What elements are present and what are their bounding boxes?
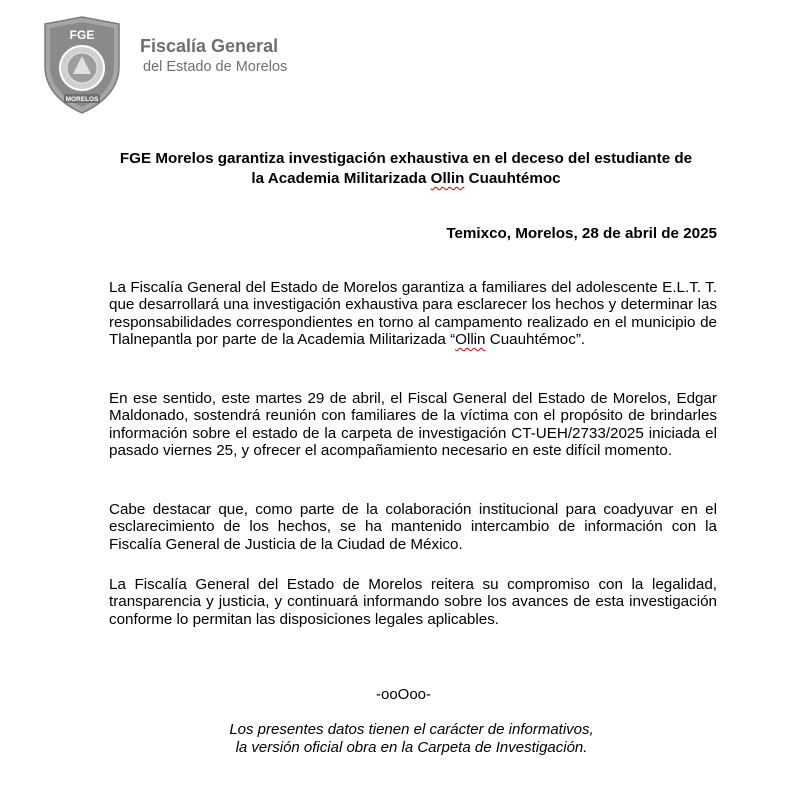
disclaimer-footer (0, 721, 807, 757)
paragraph-3: Cabe destacar que, como parte de la colaboración institucional para coadyuvar en el esclarecimiento de los hechos, se ha mantenido intercambio de información con la Fiscalía General de Justicia de la Ciudad de México. (109, 501, 717, 553)
title-line-1: FGE Morelos garantiza investigación exhaustiva en el deceso del estudiante de (119, 150, 693, 167)
paragraph-2: En ese sentido, este martes 29 de abril, el Fiscal General del Estado de Morelos, Edgar Maldonado, sostendrá reunión con familiares de la víctima con el propósito de brindarles información sobre el estado de la carpeta de investigación CT-UEH/2733/2025 iniciada el pasado viernes 25, y ofrecer el acompañamiento necesario en este difícil momento. (109, 390, 717, 460)
paragraph-1-end: Cuauhtémoc”. (485, 331, 586, 349)
title-line-2-start: la Academia Militarizada (251, 170, 431, 187)
title-line-2-end: Cuauhtémoc (464, 170, 561, 187)
title-line-2 (96, 169, 716, 189)
fge-badge-logo (44, 16, 120, 114)
letterhead (44, 16, 344, 116)
spellcheck-flagged-word: Ollin (455, 331, 486, 349)
separator: -ooOoo- (375, 686, 432, 703)
org-subtitle: del Estado de Morelos (143, 59, 288, 75)
paragraph-1-text: La Fiscalía General del Estado de Morelos garantiza a familiares del adolescente E.L.T. T. que desarrollará una investigación exhaustiva para esclarecer los hechos y determinar las responsabilidades correspondientes en torno al campamento realizado en el municipio de Tlalnepantla por parte de la Academia Militarizada “ (109, 279, 717, 349)
org-name: Fiscalía General (140, 36, 279, 56)
badge-bottom-text: MORELOS (65, 96, 99, 103)
paragraph-1 (109, 279, 717, 349)
footer-line-1: Los presentes datos tienen el carácter de informativos, (229, 721, 594, 738)
paragraph-4: La Fiscalía General del Estado de Morelos reitera su compromiso con la legalidad, transparencia y justicia, y continuará informando sobre los avances de esta investigación conforme lo permitan las disposiciones legales aplicables. (109, 576, 717, 628)
document-title (96, 149, 716, 189)
badge-text: FGE (69, 28, 95, 42)
footer-line-2: la versión oficial obra en la Carpeta de Investigación. (235, 739, 588, 756)
spellcheck-flagged-word: Ollin (430, 170, 465, 187)
dateline: Temixco, Morelos, 28 de abril de 2025 (446, 225, 717, 242)
